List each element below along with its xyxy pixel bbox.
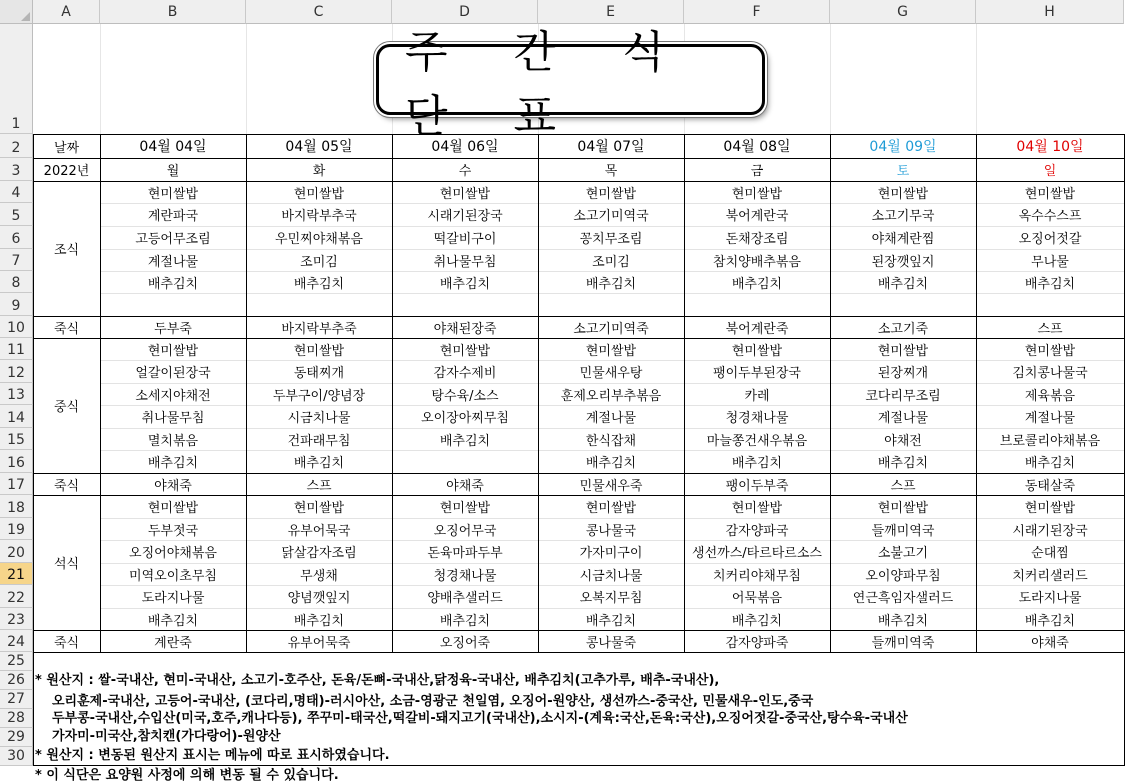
- porridge-cell[interactable]: 소고기미역죽: [573, 321, 649, 337]
- menu-cell[interactable]: [100, 293, 246, 316]
- menu-cell[interactable]: 팽이두부된장국: [713, 366, 801, 381]
- menu-cell[interactable]: 돈육마파두부: [427, 546, 503, 561]
- menu-cell[interactable]: 배추김치: [731, 456, 783, 471]
- section-label-lunch[interactable]: 중식: [53, 400, 80, 415]
- grid-line: [100, 226, 1124, 227]
- grid-line: [33, 134, 34, 652]
- menu-cell[interactable]: 제육볶음: [1024, 388, 1076, 404]
- menu-cell[interactable]: 소불고기: [877, 546, 929, 561]
- porridge-cell[interactable]: 계란죽: [154, 635, 192, 651]
- menu-cell[interactable]: 오복지무침: [579, 591, 643, 606]
- grid-line: [100, 203, 1124, 204]
- menu-cell[interactable]: 현미쌀밥: [585, 186, 637, 202]
- grid-line: [1124, 134, 1125, 652]
- menu-cell[interactable]: 소고기미역국: [573, 209, 649, 224]
- porridge-cell[interactable]: 두부죽: [154, 321, 192, 337]
- menu-cell[interactable]: 배추김치: [439, 276, 491, 292]
- porridge-cell[interactable]: 민물새우죽: [579, 478, 643, 494]
- menu-cell[interactable]: 소세지야채전: [135, 388, 211, 404]
- row-header-10[interactable]: 10: [0, 316, 33, 338]
- grid-line: [33, 158, 1124, 159]
- menu-cell[interactable]: 생선까스/타르타르소스: [692, 546, 822, 561]
- column-header-e[interactable]: E: [538, 0, 684, 24]
- grid-line: [33, 316, 1124, 317]
- row-header-8[interactable]: 8: [0, 271, 33, 293]
- menu-cell[interactable]: [538, 293, 684, 316]
- row-header-9[interactable]: 9: [0, 293, 33, 316]
- porridge-cell[interactable]: 유부어묵죽: [287, 635, 351, 651]
- row-header-5[interactable]: 5: [0, 203, 33, 226]
- column-header-f[interactable]: F: [684, 0, 830, 24]
- menu-cell[interactable]: 브로콜리야채볶음: [999, 433, 1101, 449]
- menu-cell[interactable]: [246, 293, 392, 316]
- menu-cell[interactable]: 탕수육/소스: [431, 388, 499, 404]
- porridge-cell[interactable]: 스프: [306, 478, 332, 494]
- column-header-b[interactable]: B: [100, 0, 246, 24]
- menu-cell[interactable]: 시금치나물: [287, 411, 351, 426]
- menu-cell[interactable]: 동태찌개: [293, 366, 345, 381]
- menu-cell[interactable]: 계절나물: [147, 254, 199, 270]
- menu-cell[interactable]: 북어계란국: [725, 209, 789, 224]
- section-label-porridge[interactable]: 죽식: [53, 635, 80, 651]
- menu-cell[interactable]: 치커리샐러드: [1012, 568, 1088, 584]
- row-header-16[interactable]: 16: [0, 450, 33, 473]
- porridge-cell[interactable]: 동태살죽: [1024, 478, 1076, 494]
- grid-line: [100, 428, 1124, 429]
- menu-cell[interactable]: [392, 450, 538, 473]
- menu-cell[interactable]: 된장찌개: [877, 366, 929, 381]
- menu-cell[interactable]: 치커리야채무침: [713, 568, 801, 584]
- menu-cell[interactable]: 얼갈이된장국: [135, 366, 211, 381]
- menu-cell[interactable]: 계절나물: [1024, 411, 1076, 426]
- note-line[interactable]: * 이 식단은 요양원 사정에 의해 변동 될 수 있습니다.: [35, 768, 339, 783]
- menu-cell[interactable]: 배추김치: [1024, 613, 1076, 629]
- column-header-a[interactable]: A: [33, 0, 100, 24]
- menu-cell[interactable]: 배추김치: [147, 276, 199, 292]
- date-cell[interactable]: 04월 09일: [869, 139, 937, 155]
- grid-line: [100, 249, 1124, 250]
- title-box[interactable]: [376, 26, 765, 142]
- date-label-cell[interactable]: 날짜: [53, 140, 80, 156]
- menu-cell[interactable]: 청경채나물: [725, 411, 789, 426]
- menu-cell[interactable]: 현미쌀밥: [731, 186, 783, 202]
- menu-cell[interactable]: 조미김: [592, 254, 630, 270]
- select-all-corner[interactable]: [0, 0, 33, 24]
- menu-cell[interactable]: 떡갈비구이: [433, 232, 497, 247]
- date-cell[interactable]: 04월 06일: [431, 139, 499, 155]
- grid-line: [100, 293, 1124, 294]
- grid-line: [392, 134, 393, 652]
- menu-cell[interactable]: 들깨미역국: [871, 523, 935, 539]
- menu-cell[interactable]: [392, 293, 538, 316]
- menu-cell[interactable]: 현미쌀밥: [293, 186, 345, 202]
- menu-cell[interactable]: 한식잡채: [585, 433, 637, 449]
- weekday-cell[interactable]: 목: [604, 164, 618, 179]
- menu-cell[interactable]: 현미쌀밥: [439, 343, 491, 359]
- sheet-title: 주 간 식 단 표: [405, 26, 691, 142]
- menu-cell[interactable]: 참치양배추볶음: [713, 254, 801, 270]
- menu-cell[interactable]: 현미쌀밥: [1024, 186, 1076, 202]
- menu-cell[interactable]: 현미쌀밥: [877, 186, 929, 202]
- menu-cell[interactable]: 바지락부추국: [281, 209, 357, 224]
- row-header-13[interactable]: 13: [0, 383, 33, 405]
- date-cell[interactable]: 04월 05일: [285, 139, 353, 155]
- menu-cell[interactable]: 옥수수스프: [1018, 209, 1082, 224]
- menu-cell[interactable]: 배추김치: [585, 456, 637, 471]
- menu-cell[interactable]: 유부어묵국: [287, 523, 351, 539]
- menu-cell[interactable]: 어묵볶음: [731, 591, 783, 606]
- row-header-23[interactable]: 23: [0, 608, 33, 630]
- menu-cell[interactable]: 현미쌀밥: [585, 501, 637, 516]
- menu-cell[interactable]: 김치콩나물국: [1012, 366, 1088, 381]
- porridge-cell[interactable]: 소고기죽: [877, 321, 929, 337]
- grid-line: [100, 450, 1124, 451]
- menu-cell[interactable]: 두부젓국: [147, 523, 199, 539]
- menu-cell[interactable]: 오징어무국: [433, 523, 497, 539]
- menu-cell[interactable]: 무생채: [300, 568, 338, 584]
- grid-line: [100, 540, 1124, 541]
- grid-line: [100, 518, 1124, 519]
- menu-cell[interactable]: 우민찌야채볶음: [275, 232, 363, 247]
- note-line[interactable]: * 원산지 : 쌀-국내산, 현미-국내산, 소고기-호주산, 돈육/돈뼈-국내산,닭정육-국내산, 배추김치(고추가루, 배추-국내산),: [35, 673, 720, 688]
- row-header-27[interactable]: 27: [0, 690, 33, 709]
- menu-cell[interactable]: 청경채나물: [433, 568, 497, 584]
- grid-line: [246, 134, 247, 652]
- grid-line: [100, 271, 1124, 272]
- column-header-c[interactable]: C: [246, 0, 392, 24]
- menu-cell[interactable]: 배추김치: [877, 613, 929, 629]
- menu-cell[interactable]: 두부구이/양념장: [272, 388, 366, 404]
- menu-cell[interactable]: 양념깻잎지: [287, 591, 351, 606]
- row-header-19[interactable]: 19: [0, 518, 33, 540]
- menu-cell[interactable]: 소고기무국: [871, 209, 935, 224]
- row-header-11[interactable]: 11: [0, 338, 33, 360]
- grid-line: [100, 360, 1124, 361]
- porridge-cell[interactable]: 야채죽: [446, 478, 484, 494]
- row-header-17[interactable]: 17: [0, 473, 33, 495]
- grid-line: [100, 608, 1124, 609]
- menu-cell[interactable]: [830, 293, 976, 316]
- menu-cell[interactable]: 현미쌀밥: [439, 501, 491, 516]
- porridge-cell[interactable]: 야채죽: [1031, 635, 1069, 651]
- menu-cell[interactable]: 배추김치: [731, 276, 783, 292]
- menu-cell[interactable]: 오징어야채볶음: [129, 546, 217, 561]
- menu-cell[interactable]: 된장깻잎지: [871, 254, 935, 270]
- porridge-cell[interactable]: 야채된장죽: [433, 321, 497, 337]
- grid-line: [100, 134, 101, 652]
- menu-cell[interactable]: 민물새우탕: [579, 366, 643, 381]
- row-header-7[interactable]: 7: [0, 249, 33, 271]
- porridge-cell[interactable]: 들깨미역죽: [871, 635, 935, 651]
- section-label-porridge[interactable]: 죽식: [53, 478, 80, 494]
- menu-cell[interactable]: 야채계란찜: [871, 232, 935, 247]
- row-header-12[interactable]: 12: [0, 360, 33, 383]
- row-header-3[interactable]: 3: [0, 158, 33, 181]
- row-header-15[interactable]: 15: [0, 428, 33, 450]
- menu-cell[interactable]: 배추김치: [439, 433, 491, 449]
- menu-cell[interactable]: 가자미구이: [579, 546, 643, 561]
- menu-cell[interactable]: 현미쌀밥: [585, 343, 637, 359]
- section-label-porridge[interactable]: 죽식: [53, 321, 80, 337]
- grid-line: [538, 134, 539, 652]
- row-header-21[interactable]: 21: [0, 563, 33, 585]
- menu-cell[interactable]: 현미쌀밥: [147, 343, 199, 359]
- menu-cell[interactable]: 콩나물국: [585, 523, 637, 539]
- row-header-28[interactable]: 28: [0, 709, 33, 728]
- menu-cell[interactable]: 배추김치: [731, 613, 783, 629]
- year-label-cell[interactable]: 2022년: [43, 164, 90, 179]
- row-header-6[interactable]: 6: [0, 226, 33, 249]
- menu-cell[interactable]: 카레: [744, 388, 770, 404]
- weekday-cell[interactable]: 수: [458, 164, 472, 179]
- menu-cell[interactable]: 배추김치: [585, 276, 637, 292]
- menu-cell[interactable]: 배추김치: [585, 613, 637, 629]
- weekday-cell[interactable]: 일: [1043, 164, 1057, 179]
- grid-line: [100, 405, 1124, 406]
- note-line[interactable]: 가자미-미국산,참치캔(가다랑어)-원양산: [52, 729, 281, 744]
- row-header-29[interactable]: 29: [0, 728, 33, 747]
- grid-line: [100, 585, 1124, 586]
- menu-cell[interactable]: 순대찜: [1031, 546, 1069, 561]
- menu-cell[interactable]: 배추김치: [439, 613, 491, 629]
- menu-cell[interactable]: 현미쌀밥: [147, 501, 199, 516]
- menu-cell[interactable]: 코다리무조림: [865, 388, 941, 404]
- menu-cell[interactable]: 현미쌀밥: [1024, 501, 1076, 516]
- menu-cell[interactable]: 현미쌀밥: [293, 343, 345, 359]
- menu-cell[interactable]: 배추김치: [293, 613, 345, 629]
- section-label-dinner[interactable]: 석식: [53, 557, 80, 572]
- porridge-cell[interactable]: 북어계란죽: [725, 321, 789, 337]
- row-header-20[interactable]: 20: [0, 540, 33, 563]
- column-header-h[interactable]: H: [976, 0, 1124, 24]
- porridge-cell[interactable]: 감자양파죽: [725, 635, 789, 651]
- porridge-cell[interactable]: 스프: [890, 478, 916, 494]
- menu-cell[interactable]: 현미쌀밥: [439, 186, 491, 202]
- porridge-cell[interactable]: 스프: [1037, 321, 1063, 337]
- row-header-25[interactable]: 25: [0, 652, 33, 671]
- row-header-22[interactable]: 22: [0, 585, 33, 608]
- menu-cell[interactable]: 야채전: [884, 433, 922, 449]
- grid-line: [33, 473, 1124, 474]
- column-header-g[interactable]: G: [830, 0, 976, 24]
- note-line[interactable]: * 원산지 : 변동된 원산지 표시는 메뉴에 따로 표시하였습니다.: [35, 748, 390, 763]
- grid-line: [33, 181, 1124, 182]
- menu-cell[interactable]: [976, 293, 1124, 316]
- row-header-14[interactable]: 14: [0, 405, 33, 428]
- note-line[interactable]: 오리훈제-국내산, 고등어-국내산, (코다리,명태)-러시아산, 소금-영광군 천일염, 오징어-원양산, 생선까스-중국산, 민물새우-인도,중국: [52, 694, 814, 709]
- date-cell[interactable]: 04월 08일: [723, 139, 791, 155]
- grid-line: [33, 495, 1124, 496]
- menu-cell[interactable]: 배추김치: [147, 613, 199, 629]
- date-cell[interactable]: 04월 10일: [1016, 139, 1084, 155]
- menu-cell[interactable]: 시금치나물: [579, 568, 643, 584]
- menu-cell[interactable]: 현미쌀밥: [731, 343, 783, 359]
- grid-line: [976, 24, 977, 134]
- menu-cell[interactable]: 꽁치무조림: [579, 232, 643, 247]
- menu-cell[interactable]: 현미쌀밥: [877, 343, 929, 359]
- menu-cell[interactable]: 배추김치: [147, 456, 199, 471]
- menu-cell[interactable]: 배추김치: [877, 276, 929, 292]
- menu-cell[interactable]: 배추김치: [1024, 276, 1076, 292]
- date-cell[interactable]: 04월 07일: [577, 139, 645, 155]
- porridge-cell[interactable]: 야채죽: [154, 478, 192, 494]
- grid-line: [684, 134, 685, 652]
- menu-cell[interactable]: 시래기된장국: [427, 209, 503, 224]
- note-line[interactable]: 두부콩-국내산,수입산(미국,호주,캐나다등), 쭈꾸미-태국산,떡갈비-돼지고기(국내산),소시지-(계육:국산,돈육:국산),오징어젓갈-중국산,탕수육-국내산: [52, 711, 908, 726]
- menu-cell[interactable]: 훈제오리부추볶음: [560, 388, 662, 404]
- menu-cell[interactable]: 닭살감자조림: [281, 546, 357, 561]
- menu-cell[interactable]: 멸치볶음: [147, 433, 199, 449]
- menu-cell[interactable]: 배추김치: [293, 276, 345, 292]
- menu-cell[interactable]: 취나물무침: [141, 411, 205, 426]
- grid-line: [1124, 652, 1125, 766]
- menu-cell[interactable]: 오징어젓갈: [1018, 232, 1082, 247]
- menu-cell[interactable]: 현미쌀밥: [877, 501, 929, 516]
- menu-cell[interactable]: 건파래무침: [287, 433, 351, 449]
- menu-cell[interactable]: 조미김: [300, 254, 338, 270]
- menu-cell[interactable]: 고등어무조림: [135, 232, 211, 247]
- porridge-cell[interactable]: 바지락부추죽: [281, 321, 357, 337]
- grid-line: [976, 134, 977, 652]
- menu-cell[interactable]: 현미쌀밥: [731, 501, 783, 516]
- column-header-d[interactable]: D: [392, 0, 538, 24]
- weekday-cell[interactable]: 금: [750, 164, 764, 179]
- weekday-cell[interactable]: 화: [312, 164, 326, 179]
- menu-cell[interactable]: 연근흑임자샐러드: [852, 591, 954, 606]
- menu-cell[interactable]: 마늘쫑건새우볶음: [706, 433, 808, 449]
- grid-line: [33, 338, 1124, 339]
- grid-line: [100, 383, 1124, 384]
- grid-line: [33, 630, 1124, 631]
- row-header-26[interactable]: 26: [0, 671, 33, 690]
- grid-line: [830, 134, 831, 652]
- menu-cell[interactable]: 배추김치: [1024, 456, 1076, 471]
- grid-line: [246, 24, 247, 134]
- menu-cell[interactable]: 오이양파무침: [865, 568, 941, 584]
- menu-cell[interactable]: 배추김치: [877, 456, 929, 471]
- row-header-18[interactable]: 18: [0, 495, 33, 518]
- menu-cell[interactable]: 도라지나물: [1018, 591, 1082, 606]
- grid-line: [33, 652, 1124, 653]
- menu-cell[interactable]: [684, 293, 830, 316]
- menu-cell[interactable]: 시래기된장국: [1012, 523, 1088, 539]
- menu-cell[interactable]: 감자수제비: [433, 366, 497, 381]
- menu-cell[interactable]: 계절나물: [585, 411, 637, 426]
- menu-cell[interactable]: 계절나물: [877, 411, 929, 426]
- menu-cell[interactable]: 현미쌀밥: [293, 501, 345, 516]
- grid-line: [100, 24, 101, 134]
- menu-cell[interactable]: 양배추샐러드: [427, 591, 503, 606]
- menu-cell[interactable]: 배추김치: [293, 456, 345, 471]
- grid-line: [830, 24, 831, 134]
- porridge-cell[interactable]: 팽이두부죽: [725, 478, 789, 494]
- row-header-2[interactable]: 2: [0, 134, 33, 158]
- menu-cell[interactable]: 현미쌀밥: [147, 186, 199, 202]
- row-header-30[interactable]: 30: [0, 747, 33, 766]
- menu-cell[interactable]: 감자양파국: [725, 523, 789, 539]
- menu-cell[interactable]: 취나물무침: [433, 254, 497, 270]
- grid-line: [33, 652, 34, 766]
- menu-cell[interactable]: 현미쌀밥: [1024, 343, 1076, 359]
- menu-cell[interactable]: 계란파국: [147, 209, 199, 224]
- row-header-1[interactable]: 1: [0, 24, 33, 134]
- grid-line: [100, 563, 1124, 564]
- menu-cell[interactable]: 무나물: [1031, 254, 1069, 270]
- menu-cell[interactable]: 도라지나물: [141, 591, 205, 606]
- section-label-breakfast[interactable]: 조식: [53, 243, 80, 258]
- menu-cell[interactable]: 돈채장조림: [725, 232, 789, 247]
- date-cell[interactable]: 04월 04일: [139, 139, 207, 155]
- weekday-cell[interactable]: 월: [166, 164, 180, 179]
- porridge-cell[interactable]: 오징어죽: [439, 635, 491, 651]
- porridge-cell[interactable]: 콩나물죽: [585, 635, 637, 651]
- weekday-cell[interactable]: 토: [896, 164, 910, 179]
- row-header-24[interactable]: 24: [0, 630, 33, 652]
- menu-cell[interactable]: 오이장아찌무침: [421, 411, 509, 426]
- row-header-4[interactable]: 4: [0, 181, 33, 203]
- menu-cell[interactable]: 미역오이초무침: [129, 568, 217, 584]
